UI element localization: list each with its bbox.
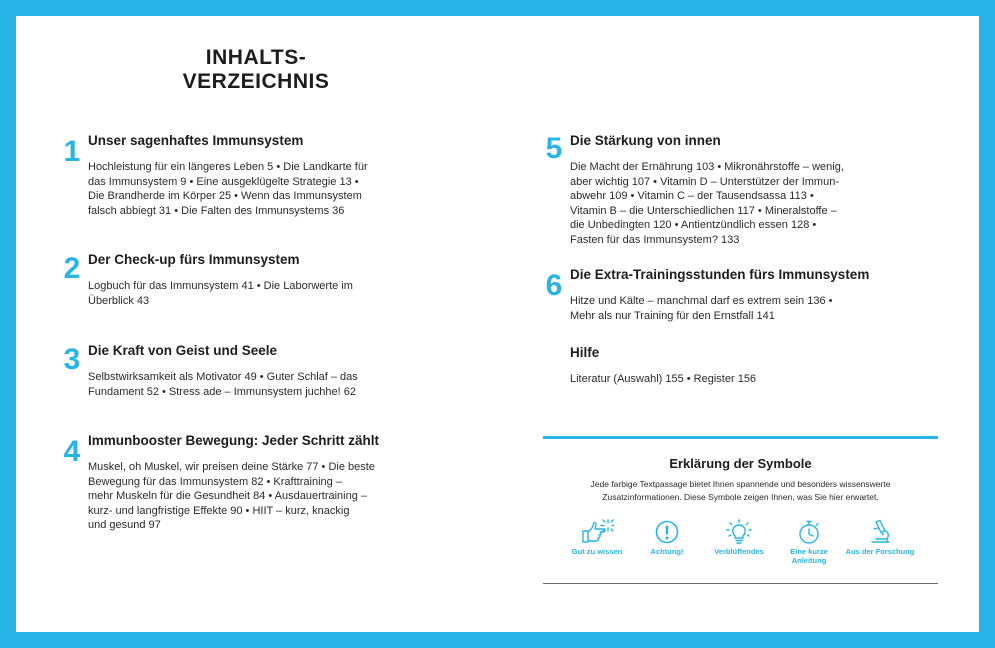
entry-line: das Immunsystem 9 • Eine ausgeklügelte Strategie 13 • — [88, 175, 359, 188]
symbol-label: Gut zu wissen — [571, 547, 623, 556]
chapter-entries — [570, 160, 844, 248]
chapter-title[interactable]: Unser sagenhaftes Immunsystem — [88, 133, 304, 148]
chapter-number: 4 — [63, 435, 81, 468]
chapter-entries — [88, 460, 375, 533]
title-line-2: VERZEICHNIS — [182, 70, 330, 93]
light-bulb-icon — [725, 519, 753, 545]
symbol-aus-der-forschung — [845, 519, 915, 556]
entry-line: Fundament 52 • Stress ade – Immunsystem juchhe! 62 — [88, 385, 356, 398]
entry-line: Selbstwirksamkeit als Motivator 49 • Guter Schlaf – das — [88, 371, 358, 383]
legend-description — [543, 478, 938, 503]
exclamation-circle-icon — [654, 519, 680, 545]
legend-top-rule — [543, 436, 938, 439]
stopwatch-icon — [796, 519, 822, 545]
chapter-title[interactable]: Die Stärkung von innen — [570, 133, 721, 148]
entry-line: Hochleistung für ein längeres Leben 5 • Die Landkarte für — [88, 161, 368, 173]
entry-line: und gesund 97 — [88, 519, 161, 532]
legend-text-line: Jede farbige Textpassage bietet Ihnen spannende und besonders wissenswerte — [590, 479, 891, 489]
entry-line: Bewegung für das Immunsystem 82 • Krafttraining – — [88, 475, 342, 488]
entry-line: mehr Muskeln für die Gesundheit 84 • Ausdauertraining – — [88, 490, 368, 503]
entry-line: Fasten für das Immunsystem? 133 — [570, 233, 740, 246]
help-title[interactable]: Hilfe — [570, 345, 600, 360]
chapter-title[interactable]: Immunbooster Bewegung: Jeder Schritt zählt — [88, 433, 380, 448]
pointing-hand-icon — [580, 519, 614, 545]
symbol-label: Verblüffendes — [714, 547, 764, 556]
entry-line: Vitamin B – die Unterschiedlichen 117 • Mineralstoffe – — [570, 204, 837, 217]
entry-line: Mehr als nur Training für den Ernstfall 141 — [570, 309, 775, 322]
chapter-number: 3 — [63, 343, 81, 376]
symbol-label: Eine kurze Anleitung — [790, 547, 828, 565]
entry-line: Die Macht der Ernährung 103 • Mikronährstoffe – wenig, — [570, 161, 844, 173]
chapter-title[interactable]: Die Kraft von Geist und Seele — [88, 343, 278, 358]
chapter-entries — [88, 279, 353, 308]
entry-line: Die Brandherde im Körper 25 • Wenn das Immunsystem — [88, 190, 362, 203]
legend-bottom-rule — [543, 583, 938, 584]
chapter-entries — [88, 160, 368, 218]
help-entries — [570, 372, 756, 387]
symbol-label: Achtung! — [650, 547, 684, 556]
entry-line: abwehr 109 • Vitamin C – der Tausendsassa 113 • — [570, 190, 814, 203]
entry-line: Literatur (Auswahl) 155 • Register 156 — [570, 373, 757, 385]
legend-title: Erklärung der Symbole — [669, 456, 812, 471]
chapter-entries — [88, 370, 358, 399]
title-line-1: INHALTS- — [205, 46, 307, 69]
entry-line: falsch abbiegt 31 • Die Falten des Immunsystems 36 — [88, 204, 345, 217]
chapter-number: 2 — [63, 252, 81, 285]
page — [16, 16, 979, 632]
entry-line: Muskel, oh Muskel, wir preisen deine Stärke 77 • Die beste — [88, 461, 375, 473]
entry-line: aber wichtig 107 • Vitamin D – Unterstützer der Immun- — [570, 175, 839, 188]
chapter-title[interactable]: Die Extra-Trainingsstunden fürs Immunsystem — [570, 267, 870, 282]
chapter-entries — [570, 294, 832, 323]
chapter-number: 5 — [545, 132, 563, 165]
symbol-achtung — [632, 519, 702, 556]
entry-line: Hitze und Kälte – manchmal darf es extrem sein 136 • — [570, 295, 833, 307]
entry-line: kurz- und langfristige Effekte 90 • HIIT – kurz, knackig — [88, 504, 350, 517]
entry-line: Überblick 43 — [88, 294, 150, 307]
symbol-label: Aus der Forschung — [845, 547, 915, 556]
legend-text-line: Zusatzinformationen. Diese Symbole zeigen Ihnen, was Sie hier erwartet. — [602, 491, 879, 502]
symbol-verblueffendes — [704, 519, 774, 556]
symbol-gut-zu-wissen — [562, 519, 632, 556]
entry-line: Logbuch für das Immunsystem 41 • Die Laborwerte im — [88, 280, 353, 292]
page-title — [166, 46, 346, 94]
symbol-kurze-anleitung — [774, 519, 844, 565]
entry-line: die Unbedingten 120 • Antientzündlich essen 128 • — [570, 219, 817, 232]
microscope-icon — [867, 519, 893, 545]
chapter-number: 1 — [63, 135, 81, 168]
chapter-title[interactable]: Der Check-up fürs Immunsystem — [88, 252, 300, 267]
chapter-number: 6 — [545, 269, 563, 302]
